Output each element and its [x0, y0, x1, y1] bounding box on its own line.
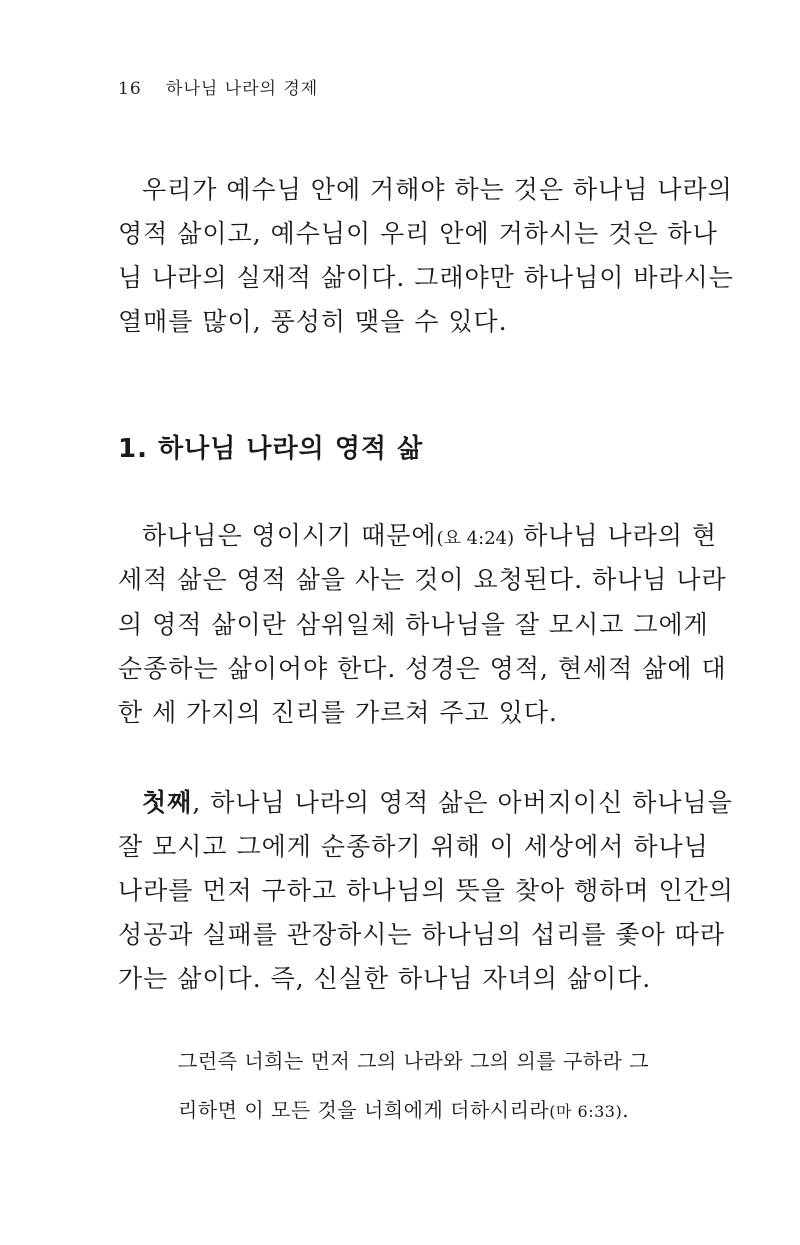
paragraph-1-line-2: 영적 삶이고, 예수님이 우리 안에 거하시는 것은 하나	[118, 219, 718, 248]
paragraph-3-line-3: 나라를 먼저 구하고 하나님의 뜻을 찾아 행하며 인간의	[118, 876, 734, 905]
paragraph-3-line-1-rest: , 하나님 나라의 영적 삶은 아버지이신 하나님을	[192, 788, 733, 817]
quote-line-2-end: .	[622, 1098, 630, 1122]
paragraph-2-line-4: 순종하는 삶이어야 한다. 성경은 영적, 현세적 삶에 대	[118, 654, 727, 683]
paragraph-1-line-3: 님 나라의 실재적 삶이다. 그래야만 하나님이 바라시는	[118, 263, 734, 292]
quote-line-1: 그런즉 너희는 먼저 그의 나라와 그의 의를 구하라 그	[178, 1049, 650, 1073]
quote-line-2	[178, 1094, 629, 1123]
scripture-reference: (요 4:24)	[436, 528, 515, 549]
paragraph-2-line-5: 한 세 가지의 진리를 가르쳐 주고 있다.	[118, 698, 558, 727]
paragraph-2-line-1-text: 하나님은 영이시기 때문에	[142, 521, 437, 550]
page-number: 16	[118, 79, 142, 99]
paragraph-2-line-2: 세적 삶은 영적 삶을 사는 것이 요청된다. 하나님 나라	[118, 565, 727, 594]
paragraph-3-line-4: 성공과 실패를 관장하시는 하나님의 섭리를 좇아 따라	[118, 920, 725, 949]
paragraph-3-line-5: 가는 삶이다. 즉, 신실한 하나님 자녀의 삶이다.	[118, 964, 652, 993]
paragraph-1-line-4: 열매를 많이, 풍성히 맺을 수 있다.	[118, 307, 508, 336]
running-title: 하나님 나라의 경제	[166, 79, 319, 99]
paragraph-3-line-1	[142, 783, 733, 819]
running-header	[118, 74, 318, 99]
section-heading: 1. 하나님 나라의 영적 삶	[118, 434, 424, 464]
quote-line-2-text: 리하면 이 모든 것을 너희에게 더하시리라	[178, 1098, 550, 1122]
paragraph-2-line-1	[142, 516, 717, 552]
quote-reference: (마 6:33)	[549, 1102, 623, 1121]
paragraph-2-line-3: 의 영적 삶이란 삼위일체 하나님을 잘 모시고 그에게	[118, 610, 709, 639]
emphasis-first: 첫째	[142, 788, 193, 817]
paragraph-2-line-1-rest: 하나님 나라의 현	[514, 521, 718, 550]
paragraph-3-line-2: 잘 모시고 그에게 순종하기 위해 이 세상에서 하나님	[118, 832, 709, 861]
paragraph-1-line-1: 우리가 예수님 안에 거해야 하는 것은 하나님 나라의	[142, 175, 733, 204]
